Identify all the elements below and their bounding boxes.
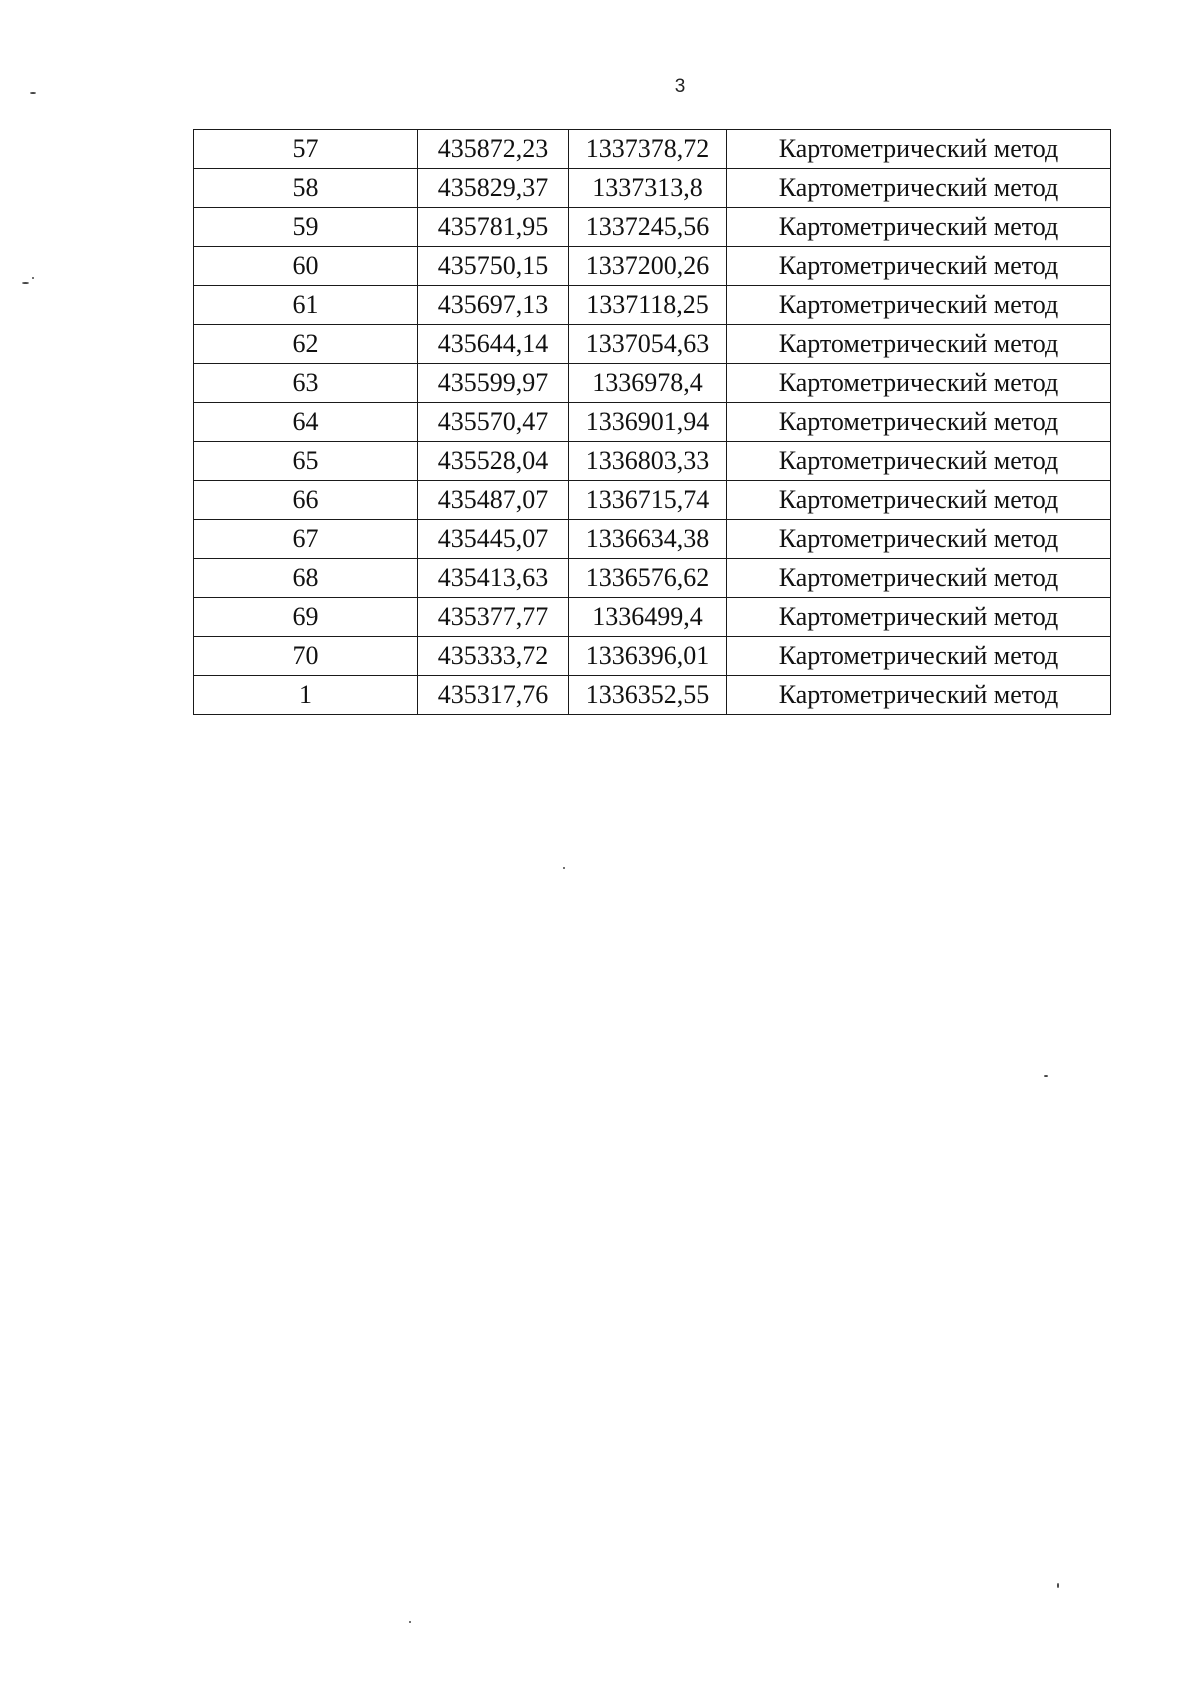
table-row — [194, 481, 1111, 520]
table-row — [194, 520, 1111, 559]
x-coordinate-cell: 435377,77 — [418, 598, 569, 637]
point-number-cell: 59 — [194, 208, 418, 247]
point-number-cell: 57 — [194, 130, 418, 169]
method-cell: Картометрический метод — [727, 286, 1111, 325]
table-row — [194, 676, 1111, 715]
y-coordinate-cell: 1337118,25 — [569, 286, 727, 325]
method-cell: Картометрический метод — [727, 637, 1111, 676]
table-row — [194, 208, 1111, 247]
y-coordinate-cell: 1337200,26 — [569, 247, 727, 286]
point-number-cell: 61 — [194, 286, 418, 325]
x-coordinate-cell: 435781,95 — [418, 208, 569, 247]
scan-speck — [1057, 1583, 1059, 1588]
table-row — [194, 130, 1111, 169]
scan-speck — [32, 277, 34, 279]
page-number: 3 — [674, 76, 686, 97]
point-number-cell: 66 — [194, 481, 418, 520]
table-row — [194, 247, 1111, 286]
scan-speck — [409, 1621, 411, 1623]
method-cell: Картометрический метод — [727, 403, 1111, 442]
method-cell: Картометрический метод — [727, 481, 1111, 520]
point-number-cell: 69 — [194, 598, 418, 637]
y-coordinate-cell: 1337313,8 — [569, 169, 727, 208]
y-coordinate-cell: 1336715,74 — [569, 481, 727, 520]
x-coordinate-cell: 435445,07 — [418, 520, 569, 559]
method-cell: Картометрический метод — [727, 364, 1111, 403]
point-number-cell: 60 — [194, 247, 418, 286]
x-coordinate-cell: 435528,04 — [418, 442, 569, 481]
y-coordinate-cell: 1336499,4 — [569, 598, 727, 637]
coordinates-table — [193, 129, 1111, 715]
point-number-cell: 67 — [194, 520, 418, 559]
point-number-cell: 1 — [194, 676, 418, 715]
method-cell: Картометрический метод — [727, 130, 1111, 169]
method-cell: Картометрический метод — [727, 208, 1111, 247]
y-coordinate-cell: 1337378,72 — [569, 130, 727, 169]
y-coordinate-cell: 1336634,38 — [569, 520, 727, 559]
scan-speck — [563, 867, 565, 869]
method-cell: Картометрический метод — [727, 676, 1111, 715]
table-row — [194, 325, 1111, 364]
x-coordinate-cell: 435317,76 — [418, 676, 569, 715]
x-coordinate-cell: 435697,13 — [418, 286, 569, 325]
method-cell: Картометрический метод — [727, 325, 1111, 364]
point-number-cell: 62 — [194, 325, 418, 364]
x-coordinate-cell: 435599,97 — [418, 364, 569, 403]
y-coordinate-cell: 1336901,94 — [569, 403, 727, 442]
y-coordinate-cell: 1337245,56 — [569, 208, 727, 247]
x-coordinate-cell: 435487,07 — [418, 481, 569, 520]
point-number-cell: 64 — [194, 403, 418, 442]
y-coordinate-cell: 1337054,63 — [569, 325, 727, 364]
scan-speck — [30, 92, 36, 94]
y-coordinate-cell: 1336352,55 — [569, 676, 727, 715]
method-cell: Картометрический метод — [727, 169, 1111, 208]
y-coordinate-cell: 1336978,4 — [569, 364, 727, 403]
table-row — [194, 286, 1111, 325]
y-coordinate-cell: 1336803,33 — [569, 442, 727, 481]
method-cell: Картометрический метод — [727, 559, 1111, 598]
table-row — [194, 442, 1111, 481]
y-coordinate-cell: 1336576,62 — [569, 559, 727, 598]
method-cell: Картометрический метод — [727, 598, 1111, 637]
method-cell: Картометрический метод — [727, 520, 1111, 559]
table-row — [194, 559, 1111, 598]
x-coordinate-cell: 435750,15 — [418, 247, 569, 286]
method-cell: Картометрический метод — [727, 442, 1111, 481]
table-row — [194, 169, 1111, 208]
point-number-cell: 63 — [194, 364, 418, 403]
x-coordinate-cell: 435644,14 — [418, 325, 569, 364]
point-number-cell: 70 — [194, 637, 418, 676]
x-coordinate-cell: 435570,47 — [418, 403, 569, 442]
scan-speck — [1044, 1075, 1048, 1077]
point-number-cell: 65 — [194, 442, 418, 481]
point-number-cell: 58 — [194, 169, 418, 208]
x-coordinate-cell: 435413,63 — [418, 559, 569, 598]
table-row — [194, 364, 1111, 403]
y-coordinate-cell: 1336396,01 — [569, 637, 727, 676]
table-row — [194, 637, 1111, 676]
x-coordinate-cell: 435872,23 — [418, 130, 569, 169]
scan-speck — [22, 282, 29, 284]
point-number-cell: 68 — [194, 559, 418, 598]
table-row — [194, 403, 1111, 442]
method-cell: Картометрический метод — [727, 247, 1111, 286]
table-row — [194, 598, 1111, 637]
x-coordinate-cell: 435333,72 — [418, 637, 569, 676]
x-coordinate-cell: 435829,37 — [418, 169, 569, 208]
